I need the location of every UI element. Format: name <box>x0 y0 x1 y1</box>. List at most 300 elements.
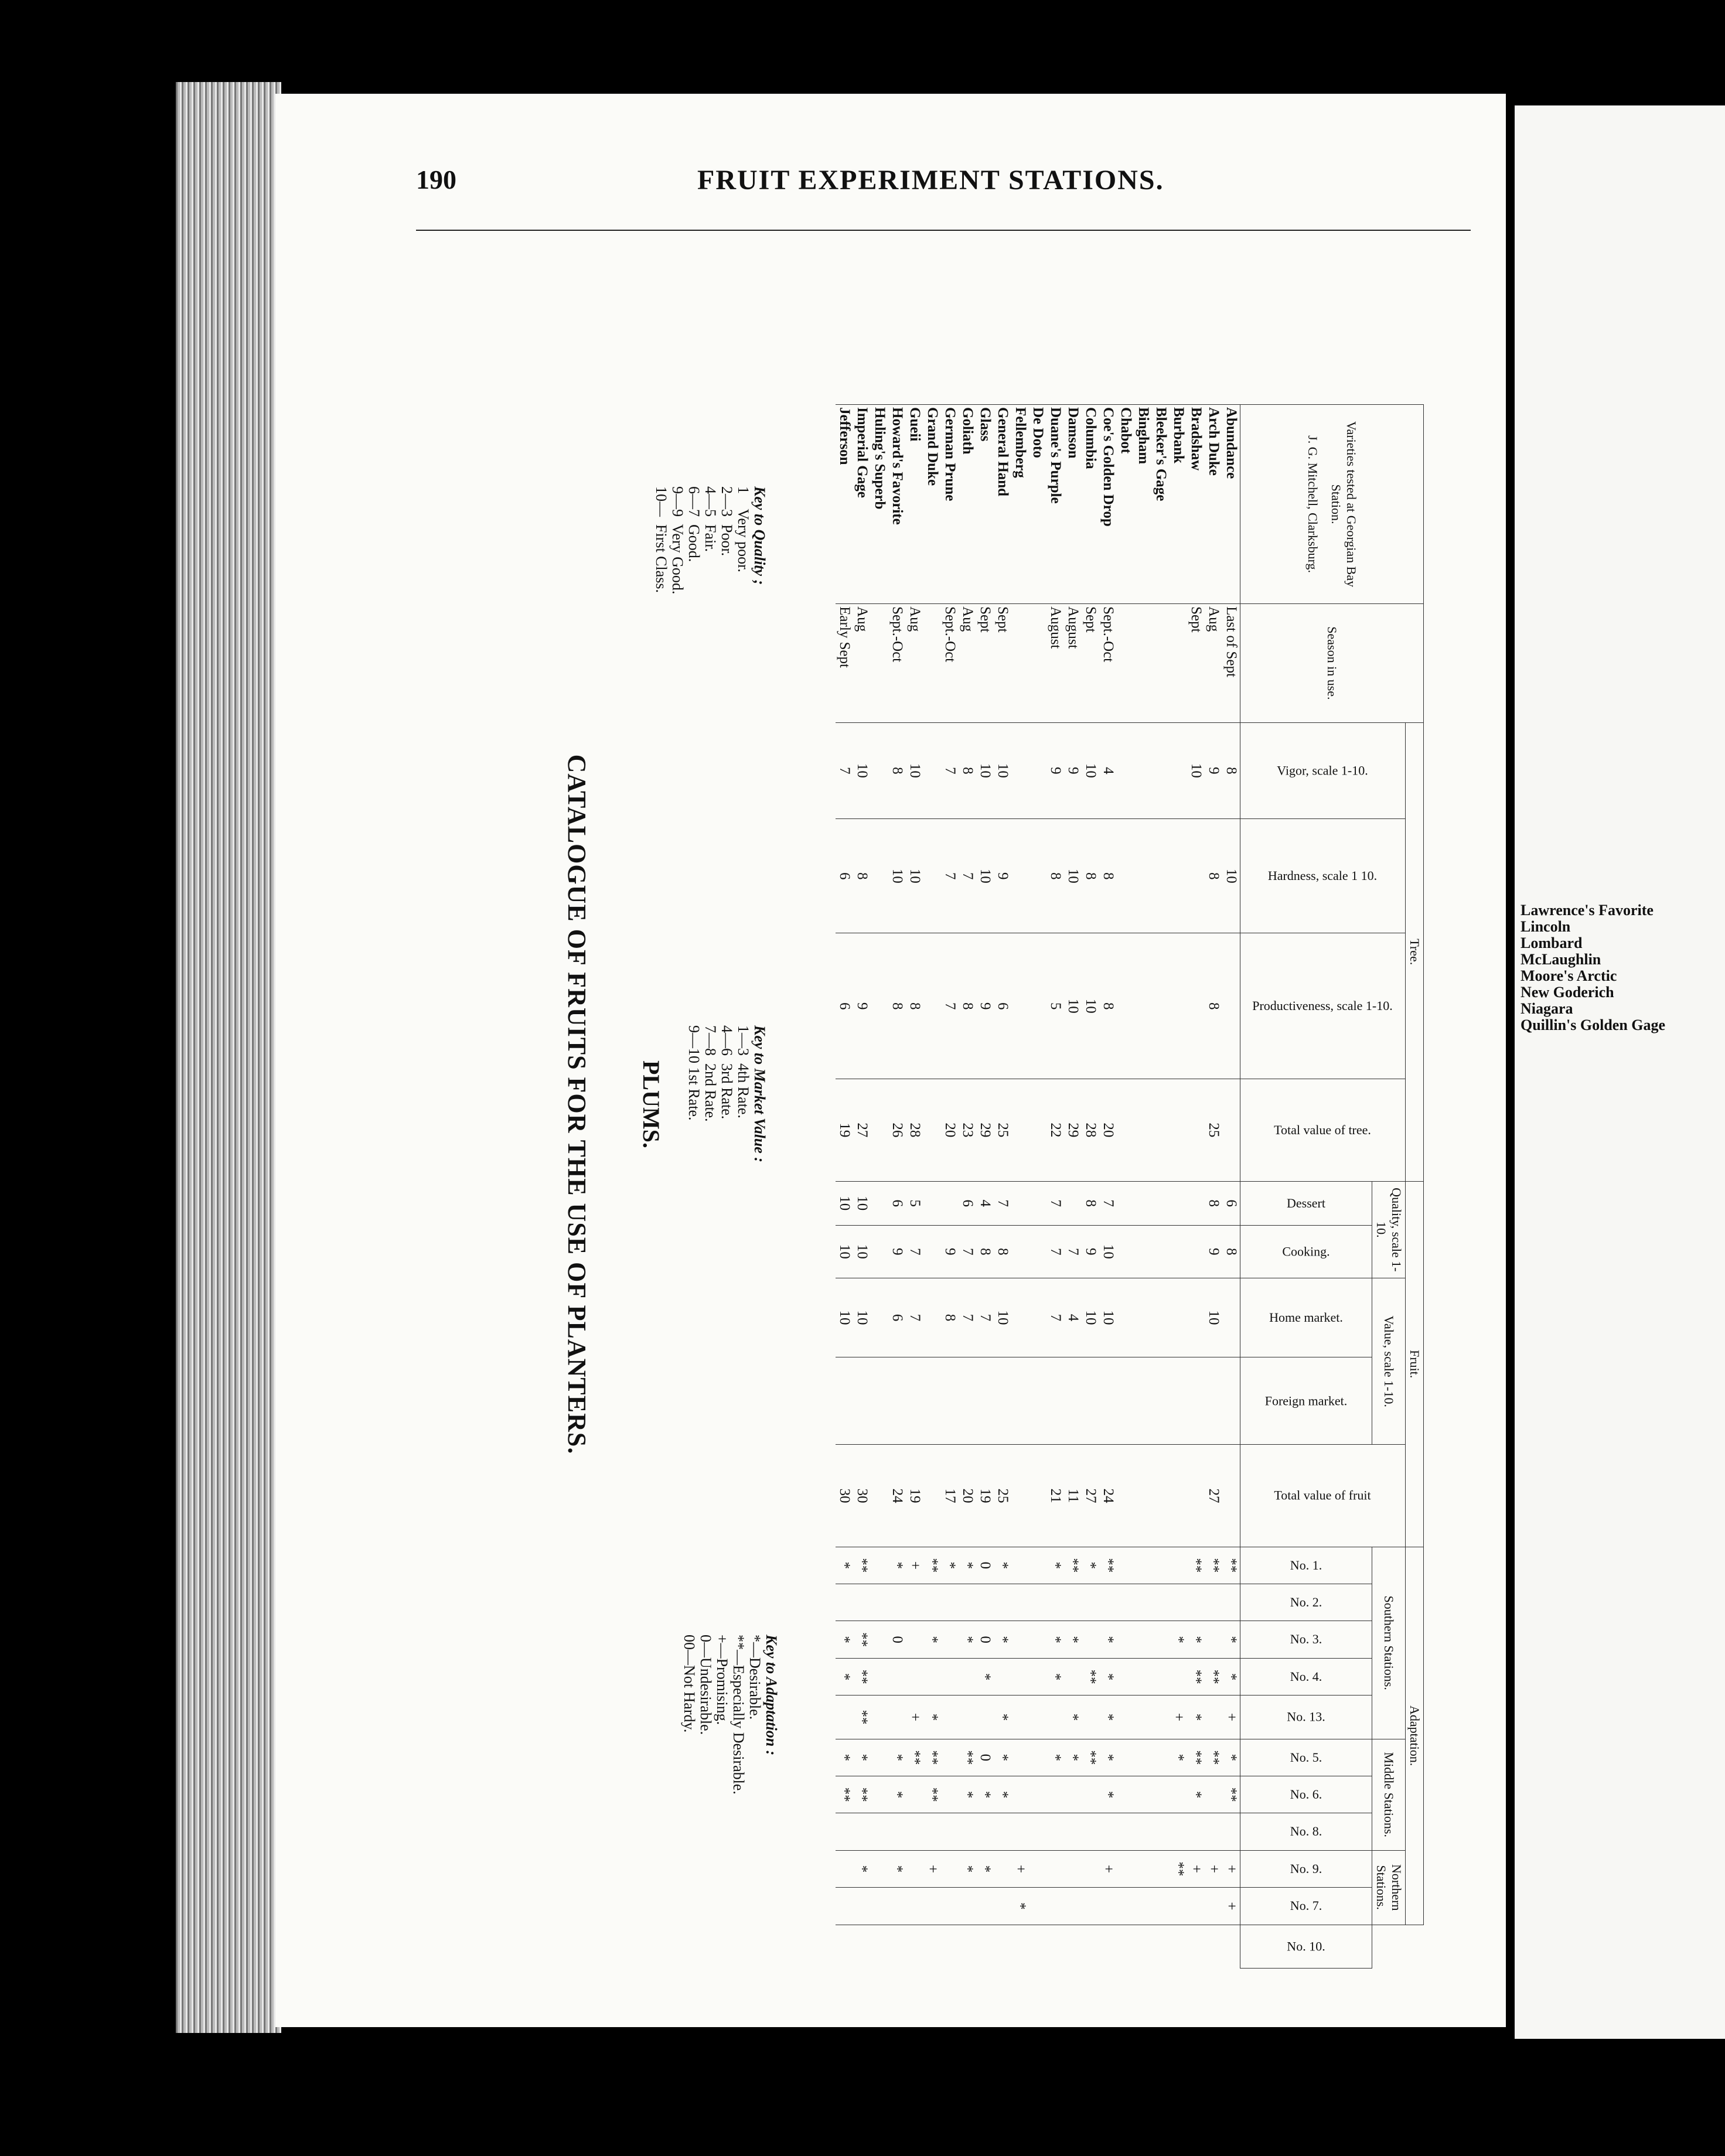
value-cell: 7 <box>1064 1225 1082 1278</box>
value-cell <box>888 1696 906 1739</box>
key-quality-title: Key to Quality ; <box>751 486 768 585</box>
key-market-line: 7—8 2nd Rate. <box>702 1025 719 1122</box>
value-cell <box>1117 1813 1134 1850</box>
value-cell: 28 <box>906 1079 923 1181</box>
season-cell <box>1170 604 1187 723</box>
table-row <box>1082 405 1099 1969</box>
key-adaptation-line: +—Promising. <box>714 1635 731 1725</box>
value-cell <box>1029 1181 1046 1225</box>
value-cell <box>1029 1621 1046 1658</box>
table-row <box>959 405 976 1969</box>
right-page-variety: Moore's Arctic <box>1521 967 1617 984</box>
value-cell <box>1187 1225 1205 1278</box>
value-cell: 25 <box>994 1079 1011 1181</box>
table-row <box>1064 405 1082 1969</box>
value-cell <box>923 1278 941 1357</box>
value-cell: 8 <box>1099 933 1117 1079</box>
book-page-edges <box>176 82 281 2033</box>
value-cell <box>1029 1547 1046 1584</box>
table-row <box>871 405 888 1969</box>
value-cell: * <box>994 1547 1011 1584</box>
col-total-fruit-label: Total value of fruit <box>1274 1488 1372 1503</box>
value-cell <box>1029 1584 1046 1621</box>
variety-name: General Hand <box>994 405 1011 604</box>
variety-name: Jefferson <box>836 405 853 604</box>
variety-name: Bleeker's Gage <box>1152 405 1170 604</box>
value-cell: 8 <box>994 1225 1011 1278</box>
value-cell <box>1152 1813 1170 1850</box>
page-number: 190 <box>416 165 456 195</box>
value-cell <box>959 1357 976 1445</box>
value-cell <box>923 1888 941 1925</box>
value-cell <box>941 1584 959 1621</box>
value-cell: 6 <box>959 1181 976 1225</box>
table-row <box>976 405 994 1969</box>
value-cell: * <box>1222 1621 1240 1658</box>
value-cell <box>871 1658 888 1695</box>
value-cell: 20 <box>941 1079 959 1181</box>
value-cell <box>1082 1357 1099 1445</box>
value-cell <box>871 1225 888 1278</box>
value-cell: 8 <box>888 933 906 1079</box>
value-cell: 10 <box>1064 819 1082 933</box>
value-cell <box>1117 1850 1134 1887</box>
value-cell <box>1099 1357 1117 1445</box>
col-total-tree-label: Total value of tree. <box>1274 1122 1372 1137</box>
col-no6 <box>1240 1776 1372 1813</box>
group-middle: Middle Stations. <box>1372 1739 1406 1850</box>
table-row <box>1011 405 1029 1969</box>
value-cell <box>1117 722 1134 818</box>
value-cell <box>888 1658 906 1695</box>
value-cell: ** <box>853 1776 871 1813</box>
plums-heading: PLUMS. <box>638 1060 664 1148</box>
value-cell <box>1011 1813 1029 1850</box>
value-cell: 8 <box>1082 819 1099 933</box>
value-cell <box>1011 1776 1029 1813</box>
value-cell <box>1187 1181 1205 1225</box>
season-cell: Aug <box>853 604 871 723</box>
value-cell: * <box>853 1850 871 1887</box>
value-cell: 8 <box>1205 1181 1222 1225</box>
value-cell <box>1117 1584 1134 1621</box>
value-cell: 20 <box>1099 1079 1117 1181</box>
table-row <box>1029 405 1046 1969</box>
value-cell: * <box>1046 1621 1064 1658</box>
value-cell: 30 <box>836 1445 853 1547</box>
value-cell <box>994 1813 1011 1850</box>
value-cell: 7 <box>1046 1278 1064 1357</box>
key-market-line: 9—10 1st Rate. <box>686 1025 703 1121</box>
value-cell <box>1187 819 1205 933</box>
value-cell <box>1170 1278 1187 1357</box>
value-cell: 9 <box>1046 722 1064 818</box>
value-cell <box>1134 1658 1152 1695</box>
col-no4 <box>1240 1658 1372 1695</box>
value-cell <box>871 722 888 818</box>
value-cell <box>1205 1696 1222 1739</box>
value-cell <box>1011 1225 1029 1278</box>
value-cell: 8 <box>1222 722 1240 818</box>
right-page-variety: New Goderich <box>1521 984 1614 1001</box>
value-cell: ** <box>1170 1850 1187 1887</box>
value-cell <box>959 1658 976 1695</box>
value-cell: ** <box>1064 1547 1082 1584</box>
value-cell: 10 <box>853 1225 871 1278</box>
value-cell <box>1205 1621 1222 1658</box>
value-cell <box>923 1584 941 1621</box>
value-cell: 10 <box>1205 1278 1222 1357</box>
value-cell: 10 <box>1082 722 1099 818</box>
variety-name: Damson <box>1064 405 1082 604</box>
col-no9-label: No. 9. <box>1290 1861 1322 1877</box>
value-cell <box>1046 1696 1064 1739</box>
value-cell <box>1134 1739 1152 1776</box>
value-cell: * <box>976 1776 994 1813</box>
value-cell <box>1029 1888 1046 1925</box>
value-cell: 30 <box>853 1445 871 1547</box>
value-cell <box>888 1357 906 1445</box>
value-cell: 5 <box>906 1181 923 1225</box>
value-cell <box>853 1584 871 1621</box>
value-cell: * <box>994 1739 1011 1776</box>
value-cell <box>923 1813 941 1850</box>
value-cell: 6 <box>888 1181 906 1225</box>
value-cell <box>1134 722 1152 818</box>
value-cell: 6 <box>836 819 853 933</box>
group-value: Value, scale 1-10. <box>1372 1278 1406 1445</box>
value-cell: + <box>923 1850 941 1887</box>
value-cell <box>871 933 888 1079</box>
value-cell: ** <box>1187 1739 1205 1776</box>
value-cell <box>941 1850 959 1887</box>
value-cell <box>1134 933 1152 1079</box>
value-cell <box>1046 1813 1064 1850</box>
value-cell: + <box>1222 1696 1240 1739</box>
right-page-variety: Lawrence's Favorite <box>1521 902 1654 919</box>
value-cell: 10 <box>836 1181 853 1225</box>
col-total-fruit <box>1240 1445 1406 1547</box>
variety-name: Duane's Purple <box>1046 405 1064 604</box>
value-cell: 9 <box>853 933 871 1079</box>
value-cell <box>941 1739 959 1776</box>
value-cell <box>888 1813 906 1850</box>
value-cell: ** <box>853 1696 871 1739</box>
value-cell: ** <box>1082 1739 1099 1776</box>
variety-name: Chabot <box>1117 405 1134 604</box>
value-cell <box>1170 1357 1187 1445</box>
season-cell <box>871 604 888 723</box>
season-cell: Aug <box>906 604 923 723</box>
value-cell: 5 <box>1046 933 1064 1079</box>
key-adaptation-line: 0—Undesirable. <box>697 1635 714 1735</box>
value-cell: * <box>1082 1547 1099 1584</box>
value-cell: + <box>906 1696 923 1739</box>
value-cell: 24 <box>1099 1445 1117 1547</box>
right-page-variety-list <box>1521 902 1665 1033</box>
value-cell: 0 <box>976 1547 994 1584</box>
value-cell <box>1117 933 1134 1079</box>
value-cell <box>1082 1621 1099 1658</box>
value-cell <box>1152 1658 1170 1695</box>
value-cell <box>1029 1739 1046 1776</box>
value-cell: 10 <box>1222 819 1240 933</box>
value-cell <box>1064 1813 1082 1850</box>
value-cell <box>1029 1813 1046 1850</box>
key-quality-line: 4—5 Fair. <box>702 486 719 552</box>
season-cell: Sept <box>994 604 1011 723</box>
value-cell <box>1117 1658 1134 1695</box>
table-row <box>1117 405 1134 1969</box>
col-no10 <box>1240 1925 1372 1968</box>
col-no2-label: No. 2. <box>1290 1595 1322 1610</box>
value-cell <box>941 1696 959 1739</box>
season-cell <box>1029 604 1046 723</box>
value-cell: * <box>1011 1888 1029 1925</box>
value-cell <box>1011 1739 1029 1776</box>
variety-name: Bradshaw <box>1187 405 1205 604</box>
plums-table-body <box>836 405 1240 1969</box>
value-cell: 8 <box>959 722 976 818</box>
value-cell <box>976 1813 994 1850</box>
value-cell <box>994 1584 1011 1621</box>
value-cell <box>1187 1079 1205 1181</box>
value-cell: 7 <box>1099 1181 1117 1225</box>
value-cell: 24 <box>888 1445 906 1547</box>
value-cell: * <box>1099 1658 1117 1695</box>
value-cell <box>1170 933 1187 1079</box>
key-adaptation-line: *—Desirable. <box>746 1635 763 1720</box>
value-cell: 8 <box>1205 819 1222 933</box>
value-cell: * <box>1187 1776 1205 1813</box>
value-cell: * <box>976 1658 994 1695</box>
value-cell <box>1152 1584 1170 1621</box>
value-cell <box>1152 1278 1170 1357</box>
value-cell <box>1029 1658 1046 1695</box>
value-cell <box>1011 1696 1029 1739</box>
value-cell <box>853 1813 871 1850</box>
value-cell <box>871 1278 888 1357</box>
value-cell <box>1011 1079 1029 1181</box>
value-cell <box>941 1357 959 1445</box>
value-cell <box>1099 1813 1117 1850</box>
value-cell: ** <box>1082 1658 1099 1695</box>
value-cell <box>1170 1658 1187 1695</box>
value-cell: 0 <box>976 1739 994 1776</box>
value-cell: * <box>941 1547 959 1584</box>
value-cell <box>1187 1888 1205 1925</box>
value-cell <box>1117 1621 1134 1658</box>
value-cell <box>1029 933 1046 1079</box>
value-cell <box>1029 1850 1046 1887</box>
season-cell: Sept.-Oct <box>941 604 959 723</box>
value-cell: ** <box>923 1547 941 1584</box>
value-cell <box>1011 1547 1029 1584</box>
season-cell: Sept <box>976 604 994 723</box>
value-cell <box>1134 1850 1152 1887</box>
value-cell: 7 <box>959 1278 976 1357</box>
col-no2 <box>1240 1584 1372 1621</box>
variety-name: Howard's Favorite <box>888 405 906 604</box>
value-cell <box>871 1696 888 1739</box>
table-row <box>1152 405 1170 1969</box>
value-cell <box>1152 1888 1170 1925</box>
variety-name: De Doto <box>1029 405 1046 604</box>
value-cell: 25 <box>994 1445 1011 1547</box>
key-market-line: 1—3 4th Rate. <box>735 1025 752 1118</box>
value-cell: 10 <box>836 1278 853 1357</box>
value-cell <box>1082 1776 1099 1813</box>
value-cell <box>1152 933 1170 1079</box>
variety-name: Grand Duke <box>923 405 941 604</box>
season-cell <box>1011 604 1029 723</box>
table-row <box>1170 405 1187 1969</box>
value-cell: + <box>906 1547 923 1584</box>
value-cell: 8 <box>1046 819 1064 933</box>
value-cell <box>976 1584 994 1621</box>
value-cell <box>1170 1079 1187 1181</box>
key-quality-line: 2—3 Poor. <box>718 486 735 557</box>
value-cell <box>1222 1813 1240 1850</box>
value-cell: * <box>1064 1621 1082 1658</box>
value-cell <box>1170 1445 1187 1547</box>
col-no13 <box>1240 1696 1372 1739</box>
value-cell <box>1134 1813 1152 1850</box>
col-no5 <box>1240 1739 1372 1776</box>
value-cell: 8 <box>853 819 871 933</box>
value-cell <box>1117 1357 1134 1445</box>
col-no8 <box>1240 1813 1372 1850</box>
group-fruit: Fruit. <box>1406 1181 1424 1547</box>
value-cell <box>836 1888 853 1925</box>
value-cell: 8 <box>1082 1181 1099 1225</box>
value-cell: 9 <box>1064 722 1082 818</box>
value-cell <box>1117 1888 1134 1925</box>
table-row <box>941 405 959 1969</box>
group-adaptation: Adaptation. <box>1406 1547 1424 1925</box>
value-cell: * <box>959 1850 976 1887</box>
value-cell: 10 <box>888 819 906 933</box>
value-cell: 7 <box>906 1225 923 1278</box>
value-cell: * <box>1046 1547 1064 1584</box>
value-cell <box>1046 1776 1064 1813</box>
value-cell <box>1064 1776 1082 1813</box>
value-cell: * <box>1099 1739 1117 1776</box>
table-row <box>906 405 923 1969</box>
value-cell: 8 <box>941 1278 959 1357</box>
value-cell <box>994 1888 1011 1925</box>
value-cell <box>1011 722 1029 818</box>
value-cell <box>1222 1079 1240 1181</box>
col-no5-label: No. 5. <box>1290 1749 1322 1765</box>
value-cell <box>923 1225 941 1278</box>
value-cell <box>853 1357 871 1445</box>
value-cell <box>941 1621 959 1658</box>
varieties-header-text: Varieties tested at Georgian Bay Station. <box>1329 421 1359 588</box>
value-cell: * <box>853 1739 871 1776</box>
value-cell <box>1134 1445 1152 1547</box>
key-quality-line: 1 Very poor. <box>735 486 752 572</box>
value-cell: ** <box>923 1739 941 1776</box>
variety-name: Imperial Gage <box>853 405 871 604</box>
value-cell <box>1029 1225 1046 1278</box>
value-cell: * <box>1222 1739 1240 1776</box>
table-row <box>836 405 853 1969</box>
value-cell: ** <box>923 1776 941 1813</box>
value-cell <box>1222 1584 1240 1621</box>
rotated-table-area <box>375 240 1430 1969</box>
col-no10-label: No. 10. <box>1287 1939 1325 1954</box>
value-cell: + <box>1222 1888 1240 1925</box>
value-cell: 27 <box>1205 1445 1222 1547</box>
value-cell: 7 <box>836 722 853 818</box>
value-cell: ** <box>853 1621 871 1658</box>
variety-name: Goliath <box>959 405 976 604</box>
value-cell <box>1152 1225 1170 1278</box>
value-cell: * <box>888 1547 906 1584</box>
value-cell <box>1152 1696 1170 1739</box>
value-cell: 10 <box>836 1225 853 1278</box>
season-cell: Aug <box>959 604 976 723</box>
value-cell <box>1134 1357 1152 1445</box>
key-quality-line: 9—9 Very Good. <box>669 486 686 595</box>
value-cell <box>941 1181 959 1225</box>
col-no8-label: No. 8. <box>1290 1824 1322 1839</box>
value-cell <box>959 1888 976 1925</box>
value-cell: 7 <box>941 819 959 933</box>
table-row <box>1187 405 1205 1969</box>
value-cell: 4 <box>1064 1278 1082 1357</box>
value-cell <box>1099 1584 1117 1621</box>
value-cell: 28 <box>1082 1079 1099 1181</box>
value-cell: * <box>923 1621 941 1658</box>
right-page <box>1515 105 1725 2039</box>
value-cell <box>1134 1547 1152 1584</box>
value-cell <box>1029 1079 1046 1181</box>
value-cell: * <box>1170 1621 1187 1658</box>
key-adaptation-line: **—Especially Desirable. <box>730 1635 747 1795</box>
grower-name: J. G. Mitchell, Clarksburg. <box>1305 435 1320 573</box>
right-page-variety: Lincoln <box>1521 918 1571 935</box>
col-no1 <box>1240 1547 1372 1584</box>
value-cell <box>836 1584 853 1621</box>
value-cell: 0 <box>976 1621 994 1658</box>
value-cell: 27 <box>853 1079 871 1181</box>
value-cell: 27 <box>1082 1445 1099 1547</box>
value-cell <box>1117 1225 1134 1278</box>
value-cell <box>1152 1547 1170 1584</box>
value-cell <box>923 1445 941 1547</box>
value-cell <box>1187 1357 1205 1445</box>
value-cell: ** <box>906 1739 923 1776</box>
value-cell <box>1082 1850 1099 1887</box>
value-cell: * <box>959 1776 976 1813</box>
value-cell <box>923 933 941 1079</box>
value-cell <box>1152 819 1170 933</box>
value-cell <box>871 1739 888 1776</box>
value-cell: * <box>976 1850 994 1887</box>
season-cell <box>923 604 941 723</box>
value-cell: + <box>1187 1850 1205 1887</box>
value-cell <box>1152 1621 1170 1658</box>
season-cell: Last of Sept <box>1222 604 1240 723</box>
value-cell <box>1152 1357 1170 1445</box>
value-cell <box>1029 1357 1046 1445</box>
value-cell <box>1187 1445 1205 1547</box>
value-cell: 26 <box>888 1079 906 1181</box>
season-cell: August <box>1064 604 1082 723</box>
right-page-variety: McLaughlin <box>1521 951 1601 968</box>
